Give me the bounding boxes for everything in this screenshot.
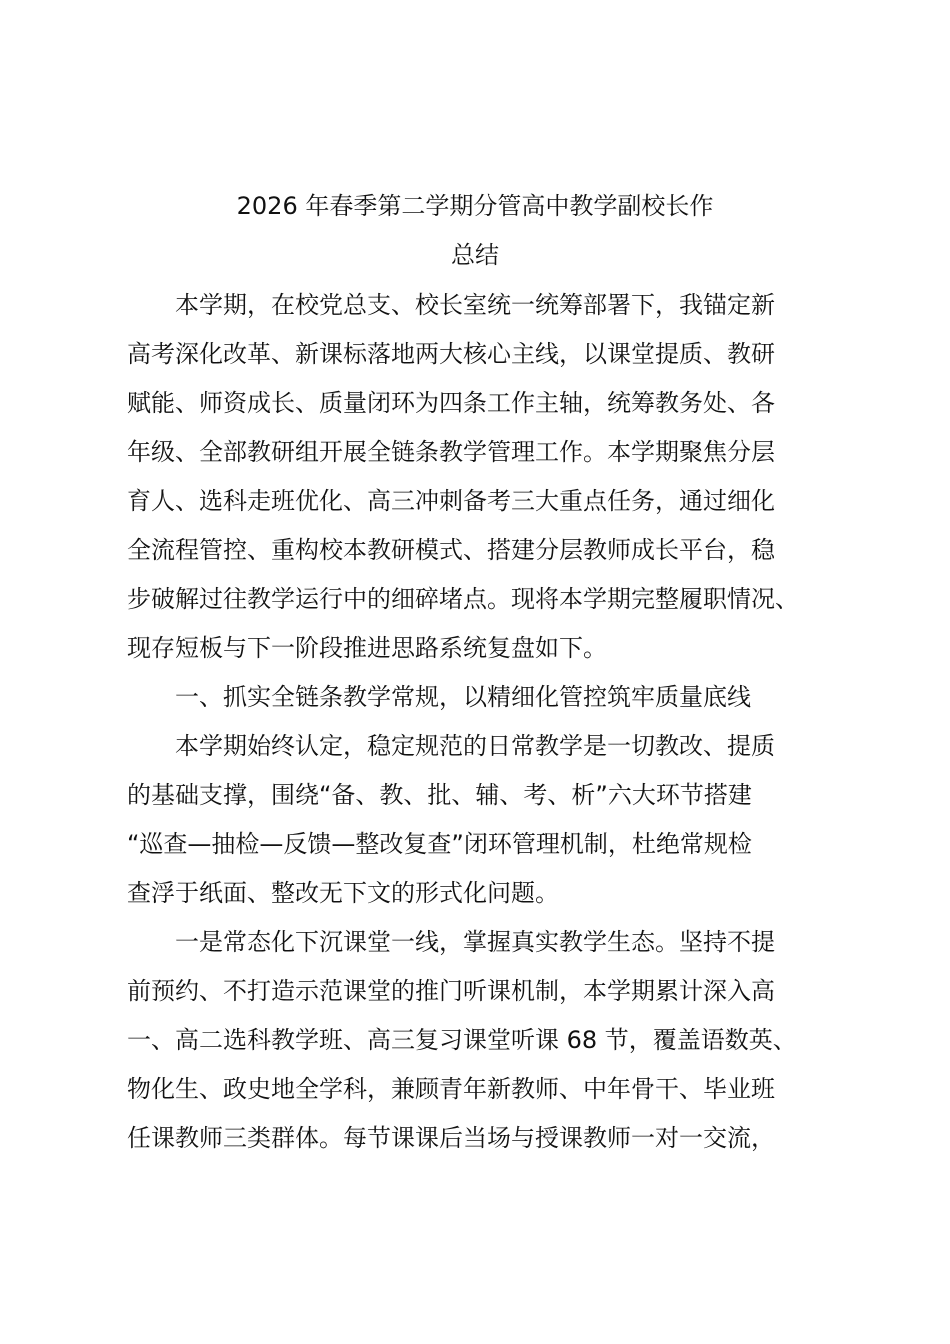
text-line: “巡查—抽检—反馈—整改复查”闭环管理机制，杜绝常规检 [127,830,752,858]
text-line: 高考深化改革、新课标落地两大核心主线，以课堂提质、教研 [127,340,775,368]
text-line: 赋能、师资成长、质量闭环为四条工作主轴，统筹教务处、各 [127,389,775,417]
paragraph-section-1-intro [127,722,847,918]
text-line: 育人、选科走班优化、高三冲刺备考三大重点任务，通过细化 [127,487,775,515]
heading-line: 一、抓实全链条教学常规，以精细化管控筑牢质量底线 [175,683,751,711]
document-body [127,281,847,1163]
text-line: 年级、全部教研组开展全链条教学管理工作。本学期聚焦分层 [127,438,775,466]
text-line: 前预约、不打造示范课堂的推门听课机制，本学期累计深入高 [127,977,775,1005]
text-line: 物化生、政史地全学科，兼顾青年新教师、中年骨干、毕业班 [127,1075,775,1103]
text-line: 本学期始终认定，稳定规范的日常教学是一切教改、提质 [175,732,775,760]
text-line: 全流程管控、重构校本教研模式、搭建分层教师成长平台，稳 [127,536,775,564]
paragraph-point-1 [127,918,847,1163]
text-line: 查浮于纸面、整改无下文的形式化问题。 [127,879,559,907]
title-line-2: 总结 [451,241,499,269]
document-title [100,182,850,280]
text-line: 步破解过往教学运行中的细碎堵点。现将本学期完整履职情况、 [127,585,799,613]
text-line: 现存短板与下一阶段推进思路系统复盘如下。 [127,634,607,662]
text-line: 任课教师三类群体。每节课课后当场与授课教师一对一交流， [127,1124,775,1152]
text-line: 一是常态化下沉课堂一线，掌握真实教学生态。坚持不提 [175,928,775,956]
text-line: 的基础支撑，围绕“备、教、批、辅、考、析”六大环节搭建 [127,781,752,809]
text-line: 本学期，在校党总支、校长室统一统筹部署下，我锚定新 [175,291,775,319]
paragraph-intro [127,281,847,673]
text-line: 一、高二选科教学班、高三复习课堂听课 68 节，覆盖语数英、 [127,1026,797,1054]
title-line-1: 2026 年春季第二学期分管高中教学副校长作 [236,192,714,220]
section-heading-1 [127,673,847,722]
